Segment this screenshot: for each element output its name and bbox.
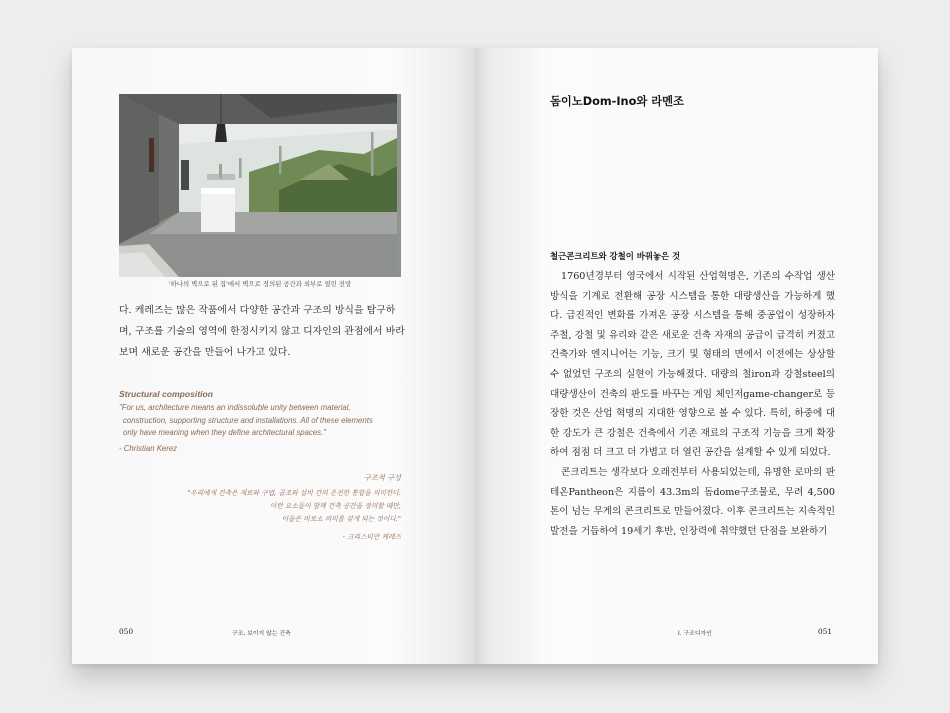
korean-quote bbox=[141, 473, 401, 541]
quote-line: "우리에게 건축은 재료와 구법, 골조와 설비 간의 온전한 통합을 의미한다. bbox=[187, 489, 401, 497]
text-line: 며, 구조를 기술의 영역에 한정시키지 않고 디자인의 관점에서 바라 bbox=[119, 326, 405, 337]
architecture-photo bbox=[119, 94, 401, 277]
quote-line: "For us, architecture means an indissoluble unity between material, bbox=[119, 403, 351, 412]
left-page bbox=[72, 48, 475, 664]
quote-line: construction, supporting structure and installations. All of these elements bbox=[123, 415, 373, 425]
right-page bbox=[475, 48, 878, 664]
quote-title: 구조적 구성 bbox=[363, 473, 401, 482]
body-text-left bbox=[119, 300, 405, 363]
quote-line: only have meaning when they define architectural spaces." bbox=[123, 428, 327, 438]
english-quote bbox=[119, 389, 409, 453]
quote-line: 이런 요소들이 함께 건축 공간을 정의할 때만, bbox=[269, 501, 401, 510]
quote-line: 이들은 비로소 의미를 갖게 되는 것이다." bbox=[281, 514, 401, 523]
text-line: 다. 케레즈는 많은 작품에서 다양한 공간과 구조의 방식을 탐구하 bbox=[119, 305, 396, 316]
quote-title: Structural composition bbox=[119, 389, 214, 399]
running-head: 구조, 보이지 않는 건축 bbox=[232, 631, 291, 637]
paragraph: 콘크리트는 생각보다 오래전부터 사용되었는데, 유명한 로마의 판테온Pantheon은 지름이 43.3m의 돔dome구조물로, 무려 4,500톤이 넘는 무게의 콘크리트로 만들어졌다. 이후 콘크리트는 지속적인 발전을 거듭하여 19세기 후반, 인장력에 취약했던 단점을 보완하기 bbox=[550, 466, 835, 537]
section-title: 철근콘크리트와 강철이 바꿔놓은 것 bbox=[550, 251, 681, 261]
chapter-title: 돔이노Dom-Ino와 라멘조 bbox=[550, 95, 684, 108]
open-book bbox=[72, 48, 878, 664]
quote-author: - 크리스티안 케레즈 bbox=[342, 533, 401, 542]
photo-caption: '하나의 벽으로 된 집'에서 벽으로 정의된 공간과 외부로 열린 전망 bbox=[168, 280, 352, 288]
body-text-right bbox=[550, 267, 835, 541]
quote-author: - Christian Kerez bbox=[119, 443, 178, 453]
page-number: 050 bbox=[119, 627, 134, 636]
text-line: 보며 새로운 공간을 만들어 나가고 있다. bbox=[119, 347, 291, 358]
running-head: I. 구조디자인 bbox=[678, 631, 712, 637]
page-number: 051 bbox=[818, 627, 833, 636]
paragraph: 1760년경부터 영국에서 시작된 산업혁명은, 기존의 수작업 생산 방식을 기계로 전환해 공장 시스템을 통한 대량생산을 가능하게 했다. 급진적인 변화를 가져온 공장 시스템을 통해 중공업이 성장하자 주철, 강철 및 유리와 같은 새로운 건축 자재의 공급이 급격히 커졌고 건축가와 엔지니어는 기능, 크기 및 형태의 면에서 이전에는 상상할 수 없었던 구조의 실현이 가능해졌다. 대량의 철iron과 강철steel의 대량생산이 건축의 판도를 바꾸는 게임 체인저game-changer로 등장한 것은 산업 혁명의 지대한 영향으로 볼 수 있다. 특히, 하중에 대한 강도가 큰 강철은 건축에서 기존 재료의 구조적 기능을 크게 확장하여 점점 더 크고 더 가볍고 더 열린 공간을 설계할 수 있게 되었다. bbox=[550, 271, 835, 459]
